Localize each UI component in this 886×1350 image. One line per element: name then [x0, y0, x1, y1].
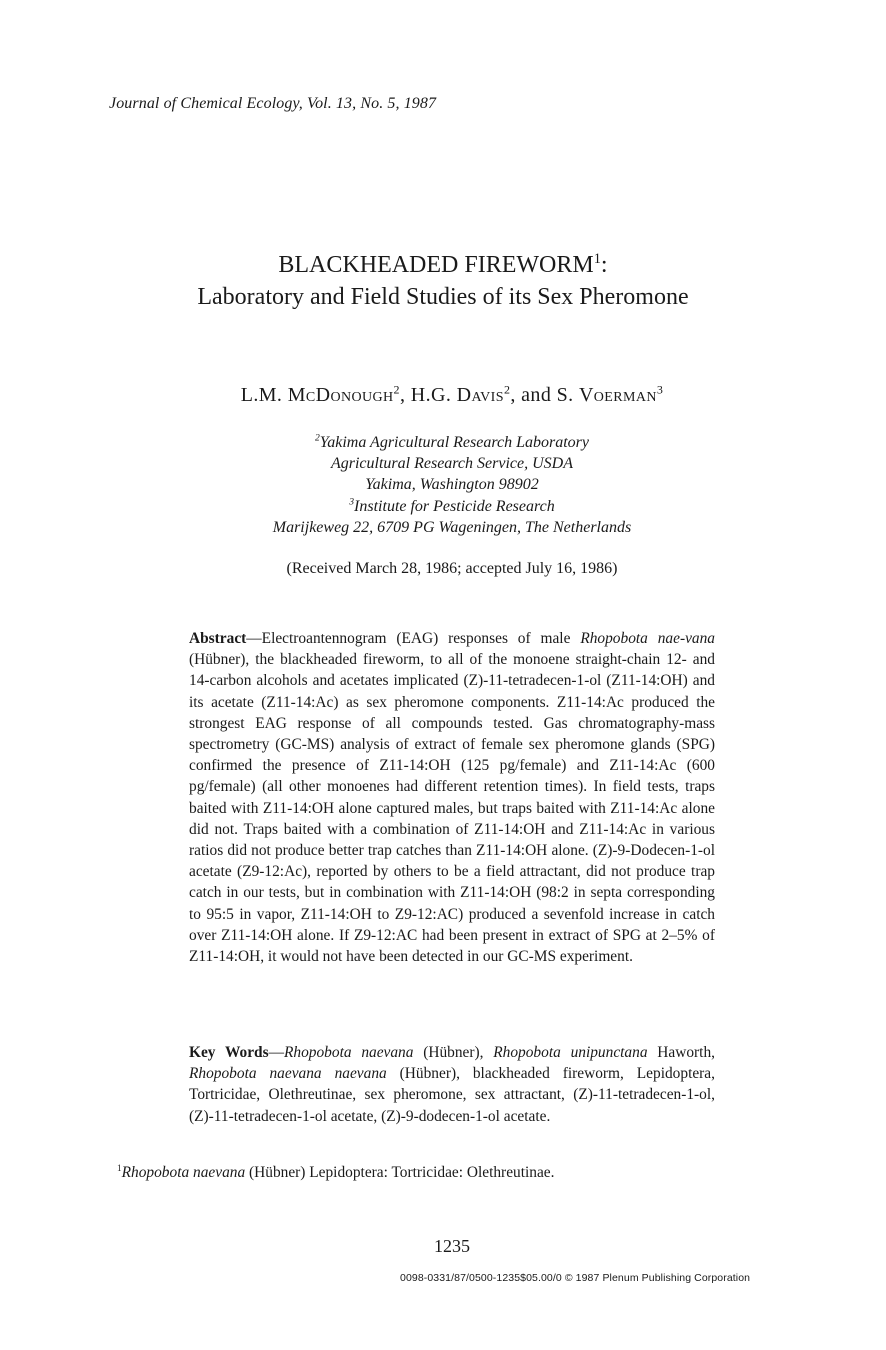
abstract-dash: — [246, 630, 262, 647]
copyright-line: 0098-0331/87/0500-1235$05.00/0 © 1987 Plenum Publishing Corporation [400, 1272, 751, 1284]
author-2-initials: , H.G. [399, 384, 457, 406]
article-title [0, 249, 886, 281]
author-2-surname: Davis [456, 384, 504, 406]
affiliation-2-name: Institute for Pesticide Research [354, 498, 555, 515]
author-2-affiliation-marker: 2 [503, 382, 511, 397]
footnote-marker: 1 [117, 1162, 122, 1173]
affiliation-2 [0, 496, 886, 538]
affiliation-2-marker: 3 [349, 496, 355, 508]
affiliation-1-marker: 2 [315, 432, 320, 444]
affiliation-1-line-3: Yakima, Washington 98902 [365, 476, 539, 493]
key-words-text-1: (Hübner), [413, 1044, 494, 1061]
article-subtitle: Laboratory and Field Studies of its Sex Pheromone [197, 284, 689, 310]
abstract-text-2: (Hübner), the blackheaded fireworm, to all of the monoene straight-chain 12- and 14-carbon alcohols and acetates implicated (Z)-11-tetradecen-1-ol (Z11-14:OH) and its acetate (Z11-14:Ac) as sex pheromone components. Z11-14:Ac produced the strongest EAG response of all compounds tested. Gas chromatography-mass spectrometry (GC-MS) analysis of extract of female sex pheromone glands (SPG) confirmed the presence of Z11-14:OH (125 pg/female) and Z11-14:Ac (600 pg/female) (all other monoenes had different retention times). In field tests, traps baited with Z11-14:OH alone captured males, but traps baited with Z11-14:Ac alone did not. Traps baited with a combination of Z11-14:OH and Z11-14:Ac in various ratios did not produce better trap catches than Z11-14:OH alone. (Z)-9-Dodecen-1-ol acetate (Z9-12:Ac), reported by others to be a field attractant, did not produce trap catch in our tests, but in combination with Z11-14:OH (98:2 in septa corresponding to 95:5 in vapor, Z11-14:OH to Z9-12:AC) produced a sevenfold increase in catch over Z11-14:OH alone. If Z9-12:AC had been present in extract of SPG at 2–5% of Z11-14:OH, it would not have been detected in our GC-MS experiment. [189, 651, 715, 966]
author-1-surname: McDonough [287, 384, 394, 406]
journal-citation: Journal of Chemical Ecology, Vol. 13, No. 5, 1987 [109, 95, 437, 112]
footnote-text: (Hübner) Lepidoptera: Tortricidae: Olethreutinae. [245, 1164, 555, 1181]
author-3-affiliation-marker: 3 [656, 382, 664, 397]
title-colon: : [600, 252, 608, 278]
affiliation-2-line-2: Marijkeweg 22, 6709 PG Wageningen, The Netherlands [272, 519, 632, 536]
affiliation-1-line-2: Agricultural Research Service, USDA [330, 455, 573, 472]
title-footnote-marker: 1 [593, 251, 601, 267]
abstract-text-1: Electroantennogram (EAG) responses of male [261, 630, 581, 647]
abstract-label: Abstract [189, 630, 247, 647]
affiliation-1-name: Yakima Agricultural Research Laboratory [319, 434, 589, 451]
key-words-label: Key Words [189, 1044, 269, 1061]
received-dates: (Received March 28, 1986; accepted July 16, 1986) [286, 560, 618, 577]
key-words-text-3: (Hübner), blackheaded fireworm, Lepidoptera, Tortricidae, Olethreutinae, sex pheromone, sex attractant, (Z)-11-tetradecen-1-ol, (Z)-11-tetradecen-1-ol acetate, (Z)-9-dodecen-1-ol acetate. [189, 1065, 715, 1125]
author-list [0, 381, 886, 409]
abstract [189, 628, 715, 967]
key-word-species-3: Rhopobota naevana naevana [189, 1065, 387, 1083]
author-1-initials: L.M. [240, 384, 288, 406]
author-1-affiliation-marker: 2 [393, 382, 400, 397]
key-word-species-1: Rhopobota naevana [284, 1044, 414, 1061]
affiliation-1 [0, 432, 886, 495]
author-3-initials: , and S. [510, 384, 579, 406]
key-words [189, 1042, 715, 1127]
affiliation-1-line-1 [0, 432, 886, 453]
author-3-surname: Voerman [578, 384, 657, 406]
page-number: 1235 [434, 1236, 470, 1256]
title-text: BLACKHEADED FIREWORM [278, 252, 594, 278]
footnote-species: Rhopobota naevana [121, 1164, 246, 1181]
key-words-text-2: Haworth, [647, 1044, 715, 1061]
title-footnote [117, 1164, 554, 1182]
abstract-species: Rhopobota nae-vana [580, 630, 715, 647]
key-words-dash: — [268, 1044, 284, 1061]
key-word-species-2: Rhopobota unipunctana [493, 1044, 648, 1061]
affiliation-2-line-1 [0, 496, 886, 517]
